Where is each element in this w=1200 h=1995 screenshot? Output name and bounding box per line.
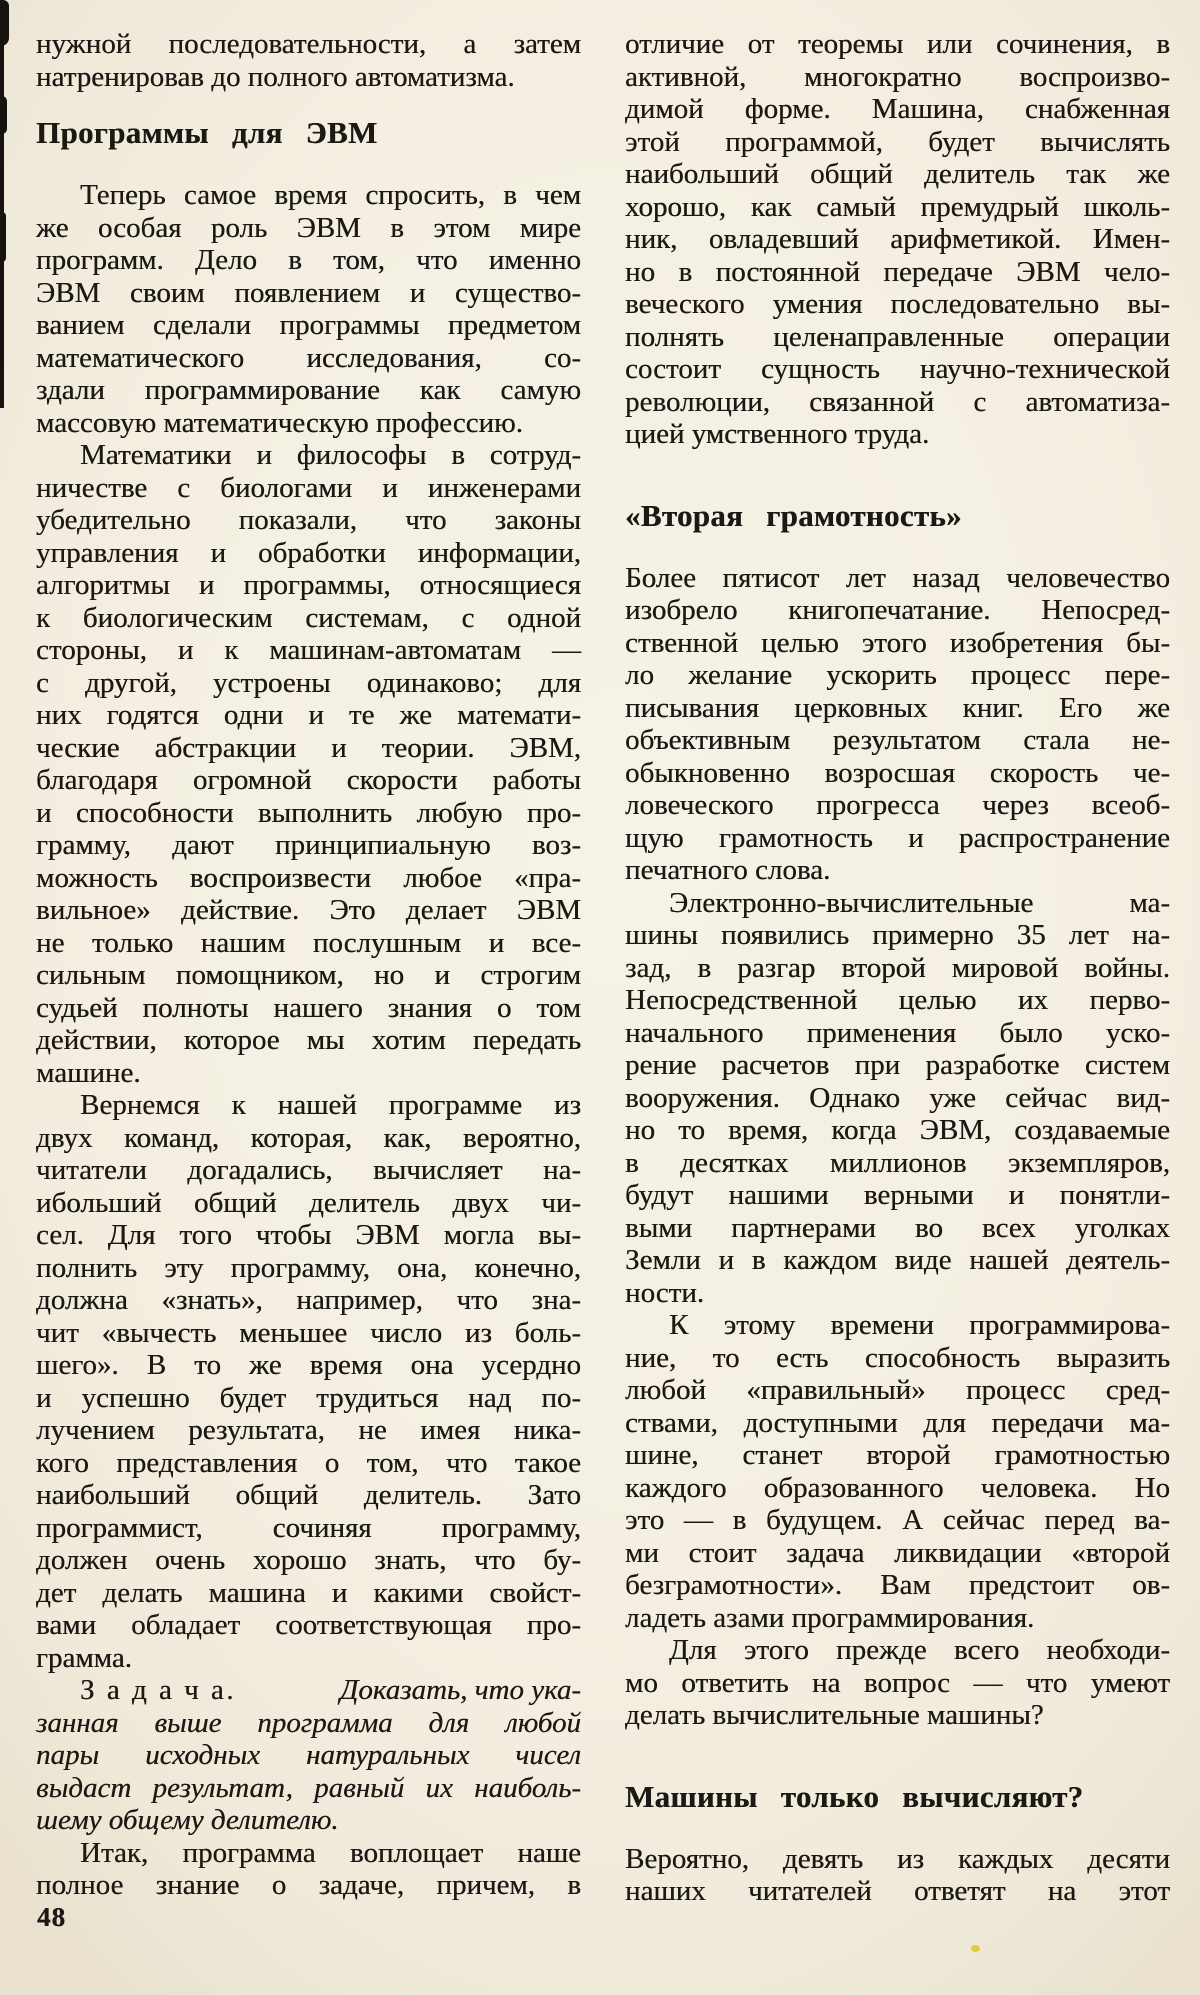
text-line: ности. — [625, 1276, 705, 1309]
text-line: читатели догадались, вычисляет на- — [36, 1154, 581, 1186]
text-line: должна «знать», например, что зна- — [36, 1284, 581, 1316]
text-line: цией умственного труда. — [625, 418, 930, 450]
text-line: безграмотности». Вам предстоит ов- — [625, 1569, 1170, 1601]
text-line: наибольший общий делитель так же — [625, 158, 1170, 190]
text-line: хорошо, как самый премудрый школь- — [625, 190, 1170, 223]
text-line: Вероятно, девять из каждых десяти — [625, 1842, 1170, 1875]
paragraph — [36, 28, 581, 93]
text-line: выми партнерами во всех уголках — [625, 1211, 1170, 1244]
paragraph — [625, 1309, 1170, 1634]
text-line: полнять целенаправленные операции — [625, 320, 1170, 353]
text-line: шины появились примерно 35 лет на- — [625, 919, 1170, 951]
text-line: но то время, когда ЭВМ, создаваемые — [625, 1114, 1170, 1146]
text-line: натренировав до полного автоматизма. — [36, 60, 515, 93]
text-line: делать вычислительные машины? — [625, 1699, 1044, 1731]
text-line: это — в будущем. А сейчас перед ва- — [625, 1504, 1170, 1536]
text-line: щую грамотность и распространение — [625, 821, 1170, 854]
text-line: димой форме. Машина, снабженная — [625, 93, 1170, 125]
text-line: ванием сделали программы предметом — [36, 309, 581, 341]
text-line: же особая роль ЭВМ в этом мире — [36, 211, 581, 244]
text-line: ственной целью этого изобретения бы- — [625, 626, 1170, 659]
text-line: шине, станет второй грамотностью — [625, 1439, 1170, 1471]
text-line: полнить эту программу, она, конечно, — [36, 1251, 581, 1284]
text-line: Непосредственной целью их перво- — [625, 984, 1170, 1016]
text-line: кого представления о том, что такое — [36, 1446, 581, 1479]
text-line: ник, овладевший арифметикой. Имен- — [625, 223, 1170, 255]
text-line: ЭВМ своим появлением и существо- — [36, 276, 581, 309]
text-line: революции, связанной с автоматиза- — [625, 385, 1170, 418]
scan-artifact-strip — [0, 0, 4, 408]
text-line: ми стоит задача ликвидации «второй — [625, 1536, 1170, 1569]
text-line: зад, в разгар второй мировой войны. — [625, 951, 1170, 984]
text-line: Итак, программа воплощает наше — [80, 1836, 581, 1869]
text-line: ибольший общий делитель двух чи- — [36, 1186, 581, 1219]
text-line: ствами, доступными для передачи ма- — [625, 1406, 1170, 1439]
text-line: здали программирование как самую — [36, 374, 581, 406]
text-line: судьей полноты нашего знания о том — [36, 991, 581, 1024]
text-line: Математики и философы в сотруд- — [80, 439, 581, 471]
text-line: программист, сочиняя программу, — [36, 1511, 581, 1544]
text-line: ловеческого прогресса через всеоб- — [625, 789, 1170, 821]
text-line: Теперь самое время спросить, в чем — [80, 179, 581, 211]
scan-artifact-blob — [0, 96, 7, 134]
text-line: грамму, дают принципиальную воз- — [36, 829, 581, 861]
scan-artifact-blob — [0, 0, 9, 46]
text-line: ние, то есть способность выразить — [625, 1341, 1170, 1374]
text-line: вильное» действие. Это делает ЭВМ — [36, 894, 581, 926]
text-line: любой «правильный» процесс сред- — [625, 1374, 1170, 1406]
paragraph — [625, 562, 1170, 887]
text-line: не только нашим послушным и все- — [36, 926, 581, 959]
scan-artifact-blob — [0, 212, 6, 262]
text-line: мо ответить на вопрос — что умеют — [625, 1666, 1170, 1699]
paragraph — [36, 1674, 581, 1837]
text-line: этой программой, будет вычислять — [625, 125, 1170, 158]
text-line: ничестве с биологами и инженерами — [36, 471, 581, 504]
left-column — [36, 28, 581, 1908]
text-line: математического исследования, со- — [36, 341, 581, 374]
text-line: благодаря огромной скорости работы — [36, 764, 581, 796]
paragraph — [36, 1089, 581, 1674]
text-line: каждого образованного человека. Но — [625, 1471, 1170, 1504]
text-line: вооружения. Однако уже сейчас вид- — [625, 1081, 1170, 1114]
text-line: изобрело книгопечатание. Непосред- — [625, 594, 1170, 626]
text-line: будут нашими верными и понятли- — [625, 1179, 1170, 1211]
text-line: обыкновенно возросшая скорость че- — [625, 756, 1170, 789]
text-line-fragment: Доказать, что ука- — [339, 1674, 581, 1706]
scan-speck — [971, 1945, 980, 1952]
text-line: ладеть азами программирования. — [625, 1601, 1035, 1634]
text-line: шему общему делителю. — [36, 1804, 339, 1836]
text-line: должен очень хорошо знать, что бу- — [36, 1544, 581, 1576]
text-line: действии, которое мы хотим передать — [36, 1024, 581, 1056]
text-line: к биологическим системам, с одной — [36, 601, 581, 634]
text-line: писывания церковных книг. Его же — [625, 691, 1170, 724]
text-line: двух команд, которая, как, вероятно, — [36, 1121, 581, 1154]
paragraph — [36, 179, 581, 439]
text-line: Земли и в каждом виде нашей деятель- — [625, 1244, 1170, 1276]
text-line: дет делать машина и какими свойст- — [36, 1576, 581, 1609]
text-line: можность воспроизвести любое «пра- — [36, 861, 581, 894]
paragraph — [36, 439, 581, 1089]
text-line: Более пятисот лет назад человечество — [625, 561, 1170, 594]
text-line: с другой, устроены одинаково; для — [36, 666, 581, 699]
text-line: Вернемся к нашей программе из — [80, 1089, 581, 1121]
text-line: веческого умения последовательно вы- — [625, 288, 1170, 320]
text-line: нужной последовательности, а затем — [36, 28, 581, 60]
text-line: наибольший общий делитель. Зато — [36, 1479, 581, 1511]
text-line: Для этого прежде всего необходи- — [669, 1634, 1170, 1666]
text-line: Электронно-вычислительные ма- — [669, 886, 1170, 919]
text-line: них годятся одни и те же математи- — [36, 699, 581, 731]
text-line: печатного слова. — [625, 854, 831, 886]
text-line: К этому времени программирова- — [669, 1309, 1170, 1341]
text-line: и способности выполнить любую про- — [36, 796, 581, 829]
text-line: и успешно будет трудиться над по- — [36, 1381, 581, 1414]
text-line: сел. Для того чтобы ЭВМ могла вы- — [36, 1219, 581, 1251]
text-line: программ. Дело в том, что именно — [36, 244, 581, 276]
text-line: ческие абстракции и теории. ЭВМ, — [36, 731, 581, 764]
text-line: ло желание ускорить процесс пере- — [625, 659, 1170, 691]
text-line: пары исходных натуральных чисел — [36, 1739, 581, 1771]
paragraph — [625, 1843, 1170, 1908]
text-line: вами обладает соответствующая про- — [36, 1609, 581, 1641]
page-number: 48 — [37, 1902, 66, 1932]
text-line: машине. — [36, 1056, 141, 1089]
text-line: рение расчетов при разработке систем — [625, 1049, 1170, 1081]
text-line: объективным результатом стала не- — [625, 724, 1170, 756]
text-line: массовую математическую профессию. — [36, 406, 523, 439]
right-column — [625, 28, 1170, 1908]
text-line: в десятках миллионов экземпляров, — [625, 1146, 1170, 1179]
text-line: наших читателей ответят на этот — [625, 1875, 1170, 1907]
paragraph — [625, 1634, 1170, 1732]
text-line: но в постоянной передаче ЭВМ чело- — [625, 255, 1170, 288]
text-line: выдаст результат, равный их наиболь- — [36, 1771, 581, 1804]
text-line: лучением результата, не имея ника- — [36, 1414, 581, 1446]
text-line: грамма. — [36, 1641, 132, 1674]
paragraph — [625, 887, 1170, 1310]
paragraph — [625, 28, 1170, 451]
text-line: сильным помощником, но и строгим — [36, 959, 581, 991]
text-line: чит «вычесть меньшее число из боль- — [36, 1316, 581, 1349]
text-line: отличие от теоремы или сочинения, в — [625, 28, 1170, 60]
text-line: состоит сущность научно-технической — [625, 353, 1170, 385]
text-line: убедительно показали, что законы — [36, 504, 581, 536]
text-line: активной, многократно воспроизво- — [625, 60, 1170, 93]
section-heading-second-literacy: «Вторая грамотность» — [625, 497, 962, 533]
section-heading-programs-for-evm: Программы для ЭВМ — [36, 115, 378, 150]
task-label: З а д а ч а. — [80, 1674, 236, 1706]
text-line: полное знание о задаче, причем, в — [36, 1869, 581, 1901]
text-line: алгоритмы и программы, относящиеся — [36, 569, 581, 601]
text-line: начального применения было уско- — [625, 1016, 1170, 1049]
text-line: управления и обработки информации, — [36, 536, 581, 569]
section-heading-machines-only-compute: Машины только вычисляют? — [625, 1778, 1084, 1814]
text-line — [36, 1674, 581, 1707]
text-line: занная выше программа для любой — [36, 1706, 581, 1739]
paragraph — [36, 1837, 581, 1902]
text-line: шего». В то же время она усердно — [36, 1349, 581, 1381]
text-line: стороны, и к машинам-автоматам — — [36, 634, 581, 666]
